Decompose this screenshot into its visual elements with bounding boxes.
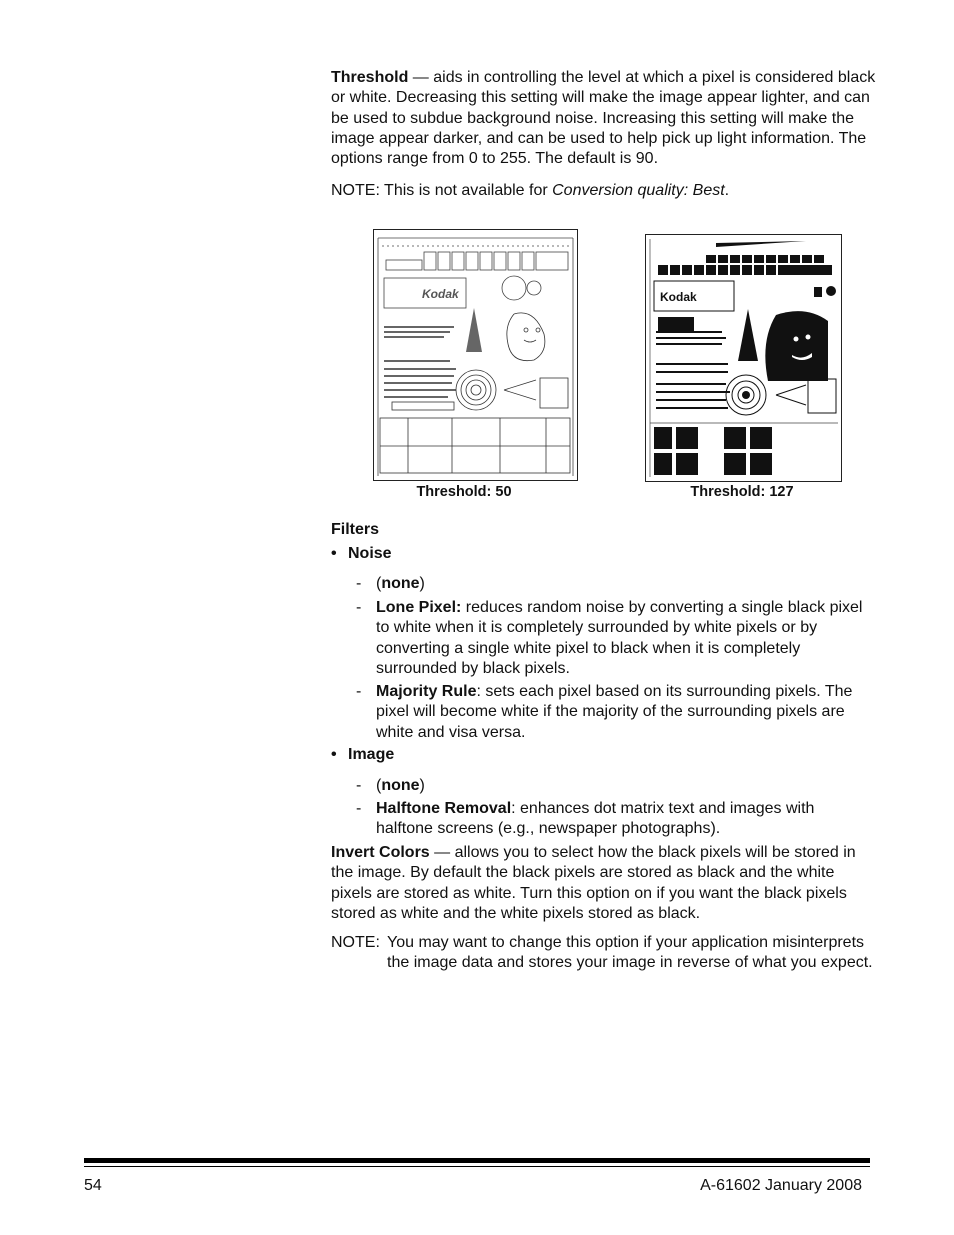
bullet-image [331, 746, 394, 764]
note-emph: Conversion quality: Best [552, 182, 725, 199]
image-label: Image [348, 746, 395, 763]
option-term: Halftone Removal [376, 800, 512, 817]
option-term: none [381, 575, 420, 592]
threshold-127-image [645, 234, 842, 482]
note-conversion [331, 181, 876, 201]
invert-paragraph [331, 843, 876, 924]
bullet-dot: • [331, 545, 337, 562]
caption-threshold-127: Threshold: 127 [690, 484, 794, 500]
invert-desc: — allows you to select how the black pixels will be stored in the image. By default the black pixels are stored as black and the white pixels are stored as white. Turn this option on if you want the black pixels stored as white and the white pixels stored as black. [331, 844, 856, 922]
bullet-dot: • [331, 746, 337, 763]
note-text: You may want to change this option if your application misinterprets the image data and stores your image in reverse of what you expect. [387, 934, 873, 972]
threshold-desc: — aids in controlling the level at which a pixel is considered black or white. Decreasing this setting will make the image appear lighter, and can be used to subdue background noise. Increasing this setting will make the image appear darker, and can be used to help pick up light information. The options range from 0 to 255. The default is 90. [331, 69, 876, 168]
note-prefix: NOTE: This is not available for [331, 182, 553, 199]
threshold-term: Threshold [331, 69, 409, 86]
option-desc: reduces random noise by converting a single black pixel to white when it is completely surrounded by white pixels or by converting a single white pixel to black when it is completely surrounded by black pixels. [376, 599, 863, 677]
threshold-50-image [373, 229, 578, 481]
right-logo-text: Kodak [660, 290, 697, 304]
note-label: NOTE: [331, 934, 380, 951]
bullet-noise [331, 545, 392, 563]
noise-option-lone-pixel: - Lone Pixel: reduces random noise by converting a single black pixel to white when it is completely surrounded by white pixels or by converting a single white pixel to black when it is completely surrounded by black pixels. [356, 599, 863, 677]
noise-option-none: - (none) [356, 575, 425, 592]
image-option-none: - (none) [356, 777, 425, 794]
left-logo-text: Kodak [422, 287, 459, 301]
note-suffix: . [724, 182, 730, 199]
note-invert [331, 933, 876, 974]
option-desc: : sets each pixel based on its surrounding pixels. The pixel will become white if the majority of the surrounding pixels are white and visa versa. [376, 683, 853, 741]
option-term: Majority Rule [376, 683, 477, 700]
option-term: Lone Pixel: [376, 599, 462, 616]
caption-threshold-50: Threshold: 50 [416, 484, 512, 500]
noise-option-majority-rule: - Majority Rule: sets each pixel based on its surrounding pixels. The pixel will become white if the majority of the surrounding pixels are white and visa versa. [356, 683, 853, 741]
option-term: none [381, 777, 420, 794]
document-id: A-61602 January 2008 [700, 1177, 862, 1194]
noise-label: Noise [348, 545, 392, 562]
threshold-127-scan [646, 235, 841, 481]
footer-rule-thin [84, 1166, 870, 1167]
threshold-paragraph [331, 68, 876, 169]
footer-rule-thick [84, 1158, 870, 1163]
invert-term: Invert Colors [331, 844, 430, 861]
image-option-halftone-removal: - Halftone Removal: enhances dot matrix text and images with halftone screens (e.g., newspaper photographs). [356, 800, 815, 838]
threshold-50-scan [374, 230, 577, 480]
filters-heading: Filters [331, 521, 380, 538]
option-desc: : enhances dot matrix text and images with halftone screens (e.g., newspaper photographs). [376, 800, 815, 838]
page-number: 54 [84, 1177, 102, 1194]
